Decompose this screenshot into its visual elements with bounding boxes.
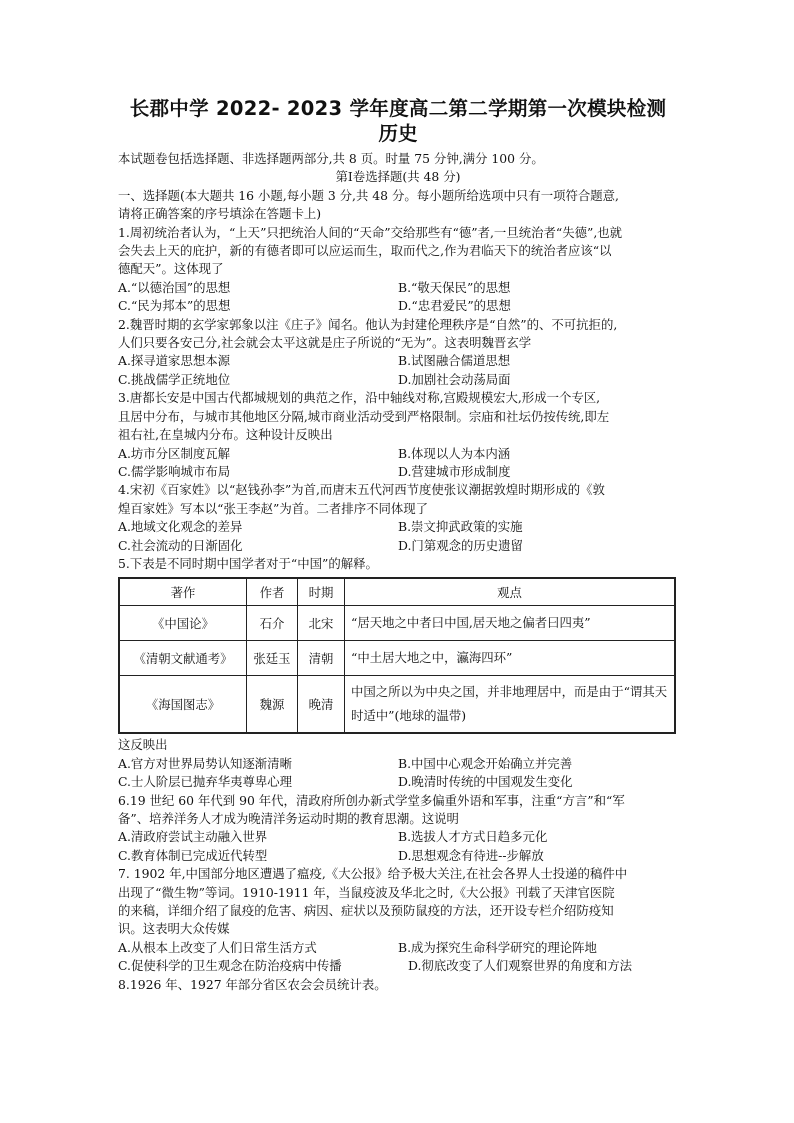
- option-b: B.选拔人才方式日趋多元化: [398, 829, 548, 845]
- option-b: B.试图融合儒道思想: [398, 353, 511, 369]
- question-stem-line: 识。这表明大众传媒: [118, 921, 230, 937]
- option-d: D.加剧社会动荡局面: [398, 371, 511, 387]
- option-b: B.中国中心观念开始确立并完善: [398, 755, 573, 771]
- option-a: A.坊市分区制度瓦解: [118, 445, 231, 461]
- question-stem-line: 备”、培养洋务人才成为晚清洋务运动时期的教育思潮。这说明: [118, 810, 459, 826]
- question-stem-line: 3.唐都长安是中国古代都城规划的典范之作，沿中轴线对称,宫殿规模宏大,形成一个专区,: [118, 390, 601, 406]
- question-stem-line: 这反映出: [118, 737, 168, 753]
- section-title: 第Ⅰ卷选择题(共 48 分): [335, 169, 461, 185]
- option-b: B.成为探究生命科学研究的理论阵地: [398, 939, 597, 955]
- question-stem-line: 煌百家姓》写本以“张王李赵”为首。二者排序不同体现了: [118, 500, 429, 516]
- question-2: [118, 316, 678, 390]
- cell-view: “居天地之中者曰中国,居天地之偏者曰四夷”: [345, 606, 676, 641]
- question-stem-line: 6.19 世纪 60 年代到 90 年代，清政府所创办新式学堂多偏重外语和军事，注重“方言”和“军: [118, 792, 625, 808]
- views-table: [118, 577, 676, 734]
- question-4: [118, 481, 678, 555]
- question-stem-line: 德配天”。这体现了: [118, 261, 224, 277]
- option-d: D.晚清时传统的中国观发生变化: [398, 774, 573, 790]
- question-5: [118, 555, 678, 792]
- option-c: C.士人阶层已抛弃华夷尊卑心理: [118, 774, 293, 790]
- exam-subject: 历史: [378, 122, 418, 145]
- cell-view: “中土居大地之中，瀛海四环”: [345, 641, 676, 676]
- question-stem-line: 1.周初统治者认为，“上天”只把统治人间的“天命”交给那些有“德”者,一旦统治者“失德”,也就: [118, 224, 623, 240]
- question-6: [118, 792, 678, 866]
- option-c: C.促使科学的卫生观念在防治疫病中传播: [118, 958, 342, 974]
- option-d: D.“忠君爱民”的思想: [398, 298, 511, 314]
- option-b: B.体现以人为本内涵: [398, 445, 511, 461]
- instructions-line: 请将正确答案的序号填涂在答题卡上): [118, 206, 322, 222]
- question-stem-line: 的来稿，详细介绍了鼠疫的危害、病因、症状以及预防鼠疫的方法，还开设专栏介绍防疫知: [118, 903, 614, 918]
- table-row: [119, 676, 675, 734]
- question-stem-line: 5.下表是不同时期中国学者对于“中国”的解释。: [118, 555, 378, 571]
- option-d: D.营建城市形成制度: [398, 463, 511, 479]
- exam-page: [118, 96, 678, 994]
- option-c: C.社会流动的日渐固化: [118, 537, 243, 553]
- cell-period: 晚清: [298, 676, 345, 734]
- question-stem-line: 祖右社,在皇城内分布。这种设计反映出: [118, 427, 333, 443]
- column-header: 时期: [298, 578, 345, 606]
- option-a: A.官方对世界局势认知逐渐清晰: [118, 755, 292, 771]
- option-a: A.探寻道家思想本源: [118, 353, 231, 369]
- cell-work: 《中国论》: [119, 606, 247, 641]
- cell-author: 张廷玉: [247, 641, 298, 676]
- option-c: C.儒学影响城市布局: [118, 463, 231, 479]
- cell-author: 石介: [247, 606, 298, 641]
- cell-work: 《海国图志》: [119, 676, 247, 734]
- option-a: A.地域文化观念的差异: [118, 519, 243, 535]
- question-stem-line: 出现了“微生物”等词。1910-1911 年，当鼠疫波及华北之时,《大公报》刊载了天津官医院: [118, 884, 615, 900]
- option-d: D.门第观念的历史遗留: [398, 537, 523, 553]
- question-stem-line: 8.1926 年、1927 年部分省区农会会员统计表。: [118, 976, 387, 992]
- option-d: D.思想观念有待进--步解放: [398, 847, 544, 863]
- option-d: D.彻底改变了人们观察世界的角度和方法: [408, 958, 633, 974]
- question-stem-line: 会失去上天的庇护，新的有德者即可以应运而生，取而代之,作为君临天下的统治者应该“以: [118, 243, 612, 259]
- cell-author: 魏源: [247, 676, 298, 734]
- table-row: [119, 641, 675, 676]
- option-b: B.崇文抑武政策的实施: [398, 519, 523, 535]
- table-row: [119, 606, 675, 641]
- column-header: 著作: [119, 578, 247, 606]
- question-7: [118, 865, 678, 975]
- option-a: A.清政府尝试主动融入世界: [118, 829, 268, 845]
- question-stem-line: 且居中分布，与城市其他地区分隔,城市商业活动受到严格限制。宗庙和社坛仍按传统,即左: [118, 408, 610, 424]
- question-1: [118, 224, 678, 316]
- instructions-line: 一、选择题(本大题共 16 小题,每小题 3 分,共 48 分。每小题所给选项中只有一项符合题意,: [118, 187, 619, 203]
- column-header: 观点: [345, 578, 676, 606]
- cell-period: 北宋: [298, 606, 345, 641]
- question-3: [118, 389, 678, 481]
- option-c: C.挑战儒学正统地位: [118, 371, 231, 387]
- question-stem-line: 人们只要各安己分,社会就会太平这就是庄子所说的“无为”。这表明魏晋玄学: [118, 335, 532, 351]
- option-b: B.“敬天保民”的思想: [398, 279, 511, 295]
- cell-period: 清朝: [298, 641, 345, 676]
- question-stem-line: 4.宋初《百家姓》以“赵钱孙李”为首,而唐末五代河西节度使张议潮据敦煌时期形成的《敦: [118, 482, 605, 498]
- option-c: C.“民为邦本”的思想: [118, 298, 231, 314]
- table-header-row: [119, 578, 675, 606]
- question-stem-line: 2.魏晋时期的玄学家郭象以注《庄子》闻名。他认为封建伦理秩序是“自然”的、不可抗拒的,: [118, 316, 618, 332]
- exam-intro: 本试题卷包括选择题、非选择题两部分,共 8 页。时量 75 分钟,满分 100 分。: [118, 151, 544, 166]
- column-header: 作者: [247, 578, 298, 606]
- question-8: [118, 976, 678, 994]
- option-a: A.从根本上改变了人们日常生活方式: [118, 939, 317, 955]
- option-a: A.“以德治国”的思想: [118, 279, 231, 295]
- cell-work: 《清朝文献通考》: [119, 641, 247, 676]
- question-stem-line: 7. 1902 年,中国部分地区遭遇了瘟疫,《大公报》给予极大关注,在社会各界人士投递的稿件中: [118, 866, 628, 882]
- cell-view: 中国之所以为中央之国，并非地理居中，而是由于“谓其天时适中”(地球的温带): [345, 676, 676, 734]
- option-c: C.教育体制已完成近代转型: [118, 847, 268, 863]
- exam-title: 长郡中学 2022- 2023 学年度高二第二学期第一次模块检测: [129, 97, 667, 120]
